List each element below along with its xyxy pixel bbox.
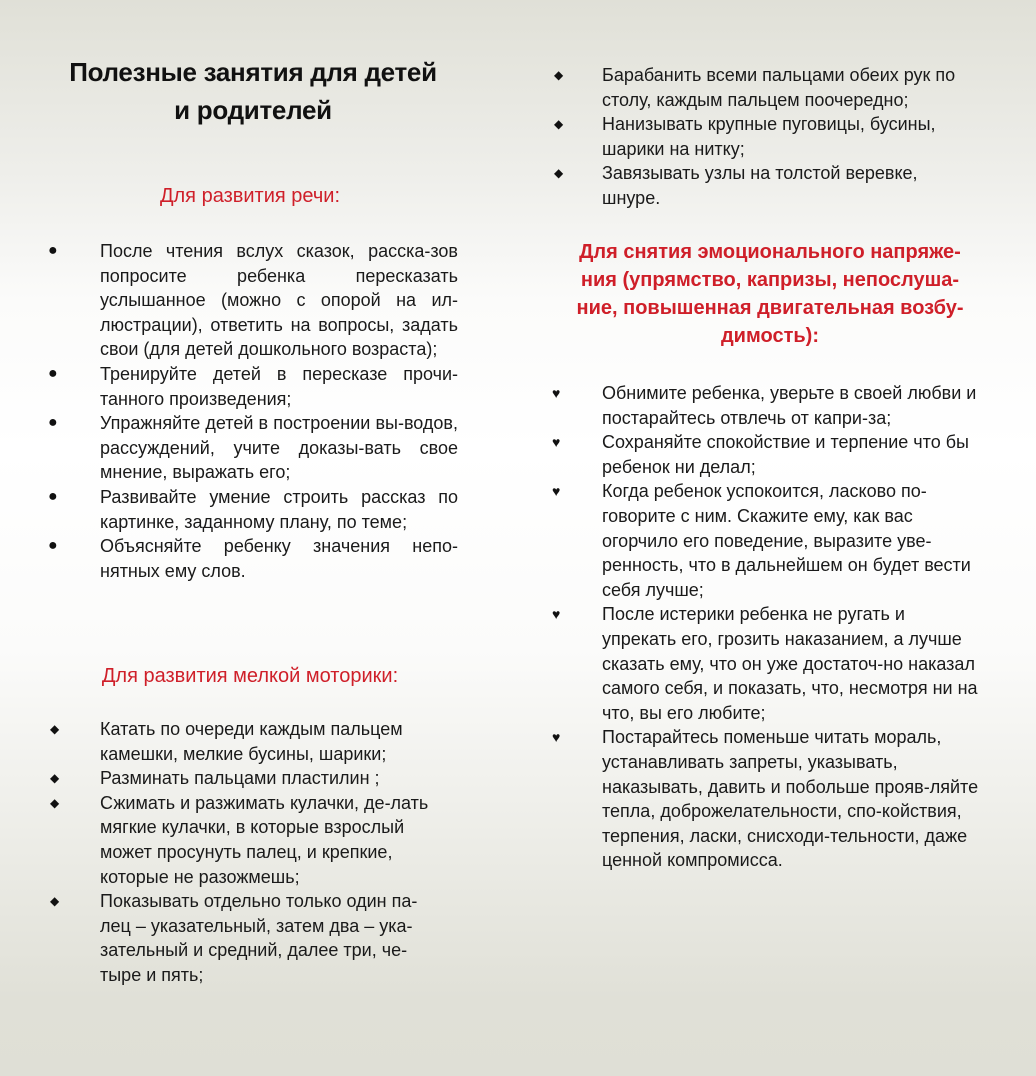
title-line-2: и родителей (174, 95, 332, 125)
list-item: ● Объясняйте ребенку значения непо-нятных ему слов. (48, 536, 458, 581)
round-bullet-icon: ● (48, 414, 58, 432)
speech-heading: Для развития речи: (159, 185, 341, 207)
emotion-list (552, 381, 982, 873)
motor-list-left (50, 717, 445, 988)
list-item: ● Тренируйте детей в пересказе прочи-танного произведения; (48, 363, 458, 409)
diamond-bullet-icon: ◆ (50, 894, 60, 909)
speech-list (48, 239, 458, 583)
emotion-heading-line-4: димость): (720, 325, 819, 347)
list-item: ◆ Завязывать узлы на толстой веревке, шнуре. (554, 163, 918, 208)
heart-bullet-icon: ♥ (552, 483, 561, 500)
list-item: ♥ После истерики ребенка не ругать и упрекать его, грозить наказанием, а лучше сказать ему, что он уже достаточ-но наказал самого себя, и показать, что, несмотря ни на что, вы его любите; (552, 604, 978, 723)
diamond-bullet-icon: ◆ (50, 771, 60, 786)
motor-list-right (554, 63, 980, 211)
list-item: ♥ Сохраняйте спокойствие и терпение что бы ребенок ни делал; (552, 432, 969, 477)
list-item: ● Упражняйте детей в построении вы-водов, рассуждений, учите доказы-вать свое мнение, выражать его; (48, 413, 458, 483)
motor-heading: Для развития мелкой моторики: (101, 665, 399, 687)
round-bullet-icon: ● (48, 537, 58, 555)
heart-bullet-icon: ♥ (552, 385, 561, 401)
list-item: ◆ Показывать отдельно только один па-лец – указательный, затем два – ука-зательный и средний, далее три, че-тыре и пять; (50, 891, 418, 985)
list-item: ● Развивайте умение строить рассказ по картинке, заданному плану, по теме; (48, 486, 458, 532)
list-item: ♥ Когда ребенок успокоится, ласково по-говорите с ним. Скажите ему, как вас огорчило его поведение, выразите уве-ренность, что в дальнейшем он будет вести себя лучше; (552, 481, 971, 600)
heart-bullet-icon: ♥ (552, 434, 561, 451)
emotion-heading-line-3: ние, повышенная двигательная возбу- (576, 297, 964, 319)
emotion-heading (545, 238, 995, 350)
page-title (40, 53, 466, 129)
list-item: ◆ Нанизывать крупные пуговицы, бусины, шарики на нитку; (554, 114, 936, 159)
list-item: ● После чтения вслух сказок, расска-зов попросите ребенка пересказать услышанное (можно с опорой на ил-люстрации), ответить на вопросы, задать свои (для детей дошкольного возраста); (48, 241, 458, 360)
diamond-bullet-icon: ◆ (554, 117, 564, 132)
round-bullet-icon: ● (48, 242, 58, 259)
diamond-bullet-icon: ◆ (554, 166, 564, 181)
list-item: ♥ Обнимите ребенка, уверьте в своей любви и постарайтесь отвлечь от капри-за; (552, 383, 977, 428)
list-item: ◆ Барабанить всеми пальцами обеих рук по столу, каждым пальцем поочередно; (554, 65, 956, 110)
heart-bullet-icon: ♥ (552, 729, 561, 746)
title-line-1: Полезные занятия для детей (69, 57, 437, 87)
list-item: ♥ Постарайтесь поменьше читать мораль, устанавливать запреты, указывать, наказывать, давить и побольше прояв-ляйте тепла, доброжелательности, спо-койствия, терпения, ласки, снисходи-тельности, даже ценной компромисса. (552, 727, 979, 871)
diamond-bullet-icon: ◆ (50, 722, 60, 736)
list-item: ◆ Разминать пальцами пластилин ; (100, 766, 445, 791)
list-item: ◆ Катать по очереди каждым пальцем камешки, мелкие бусины, шарики; (50, 719, 403, 764)
diamond-bullet-icon: ◆ (50, 795, 60, 810)
heart-bullet-icon: ♥ (552, 606, 561, 623)
emotion-heading-line-1: Для снятия эмоционального напряже- (579, 241, 961, 263)
round-bullet-icon: ● (48, 364, 58, 382)
emotion-heading-line-2: ния (упрямство, капризы, непослуша- (580, 269, 960, 291)
diamond-bullet-icon: ◆ (554, 68, 564, 82)
list-item: ◆ Сжимать и разжимать кулачки, де-лать мягкие кулачки, в которые взрослый может просунуть палец, и крепкие, которые не разожмешь; (50, 792, 429, 887)
round-bullet-icon: ● (48, 487, 58, 505)
